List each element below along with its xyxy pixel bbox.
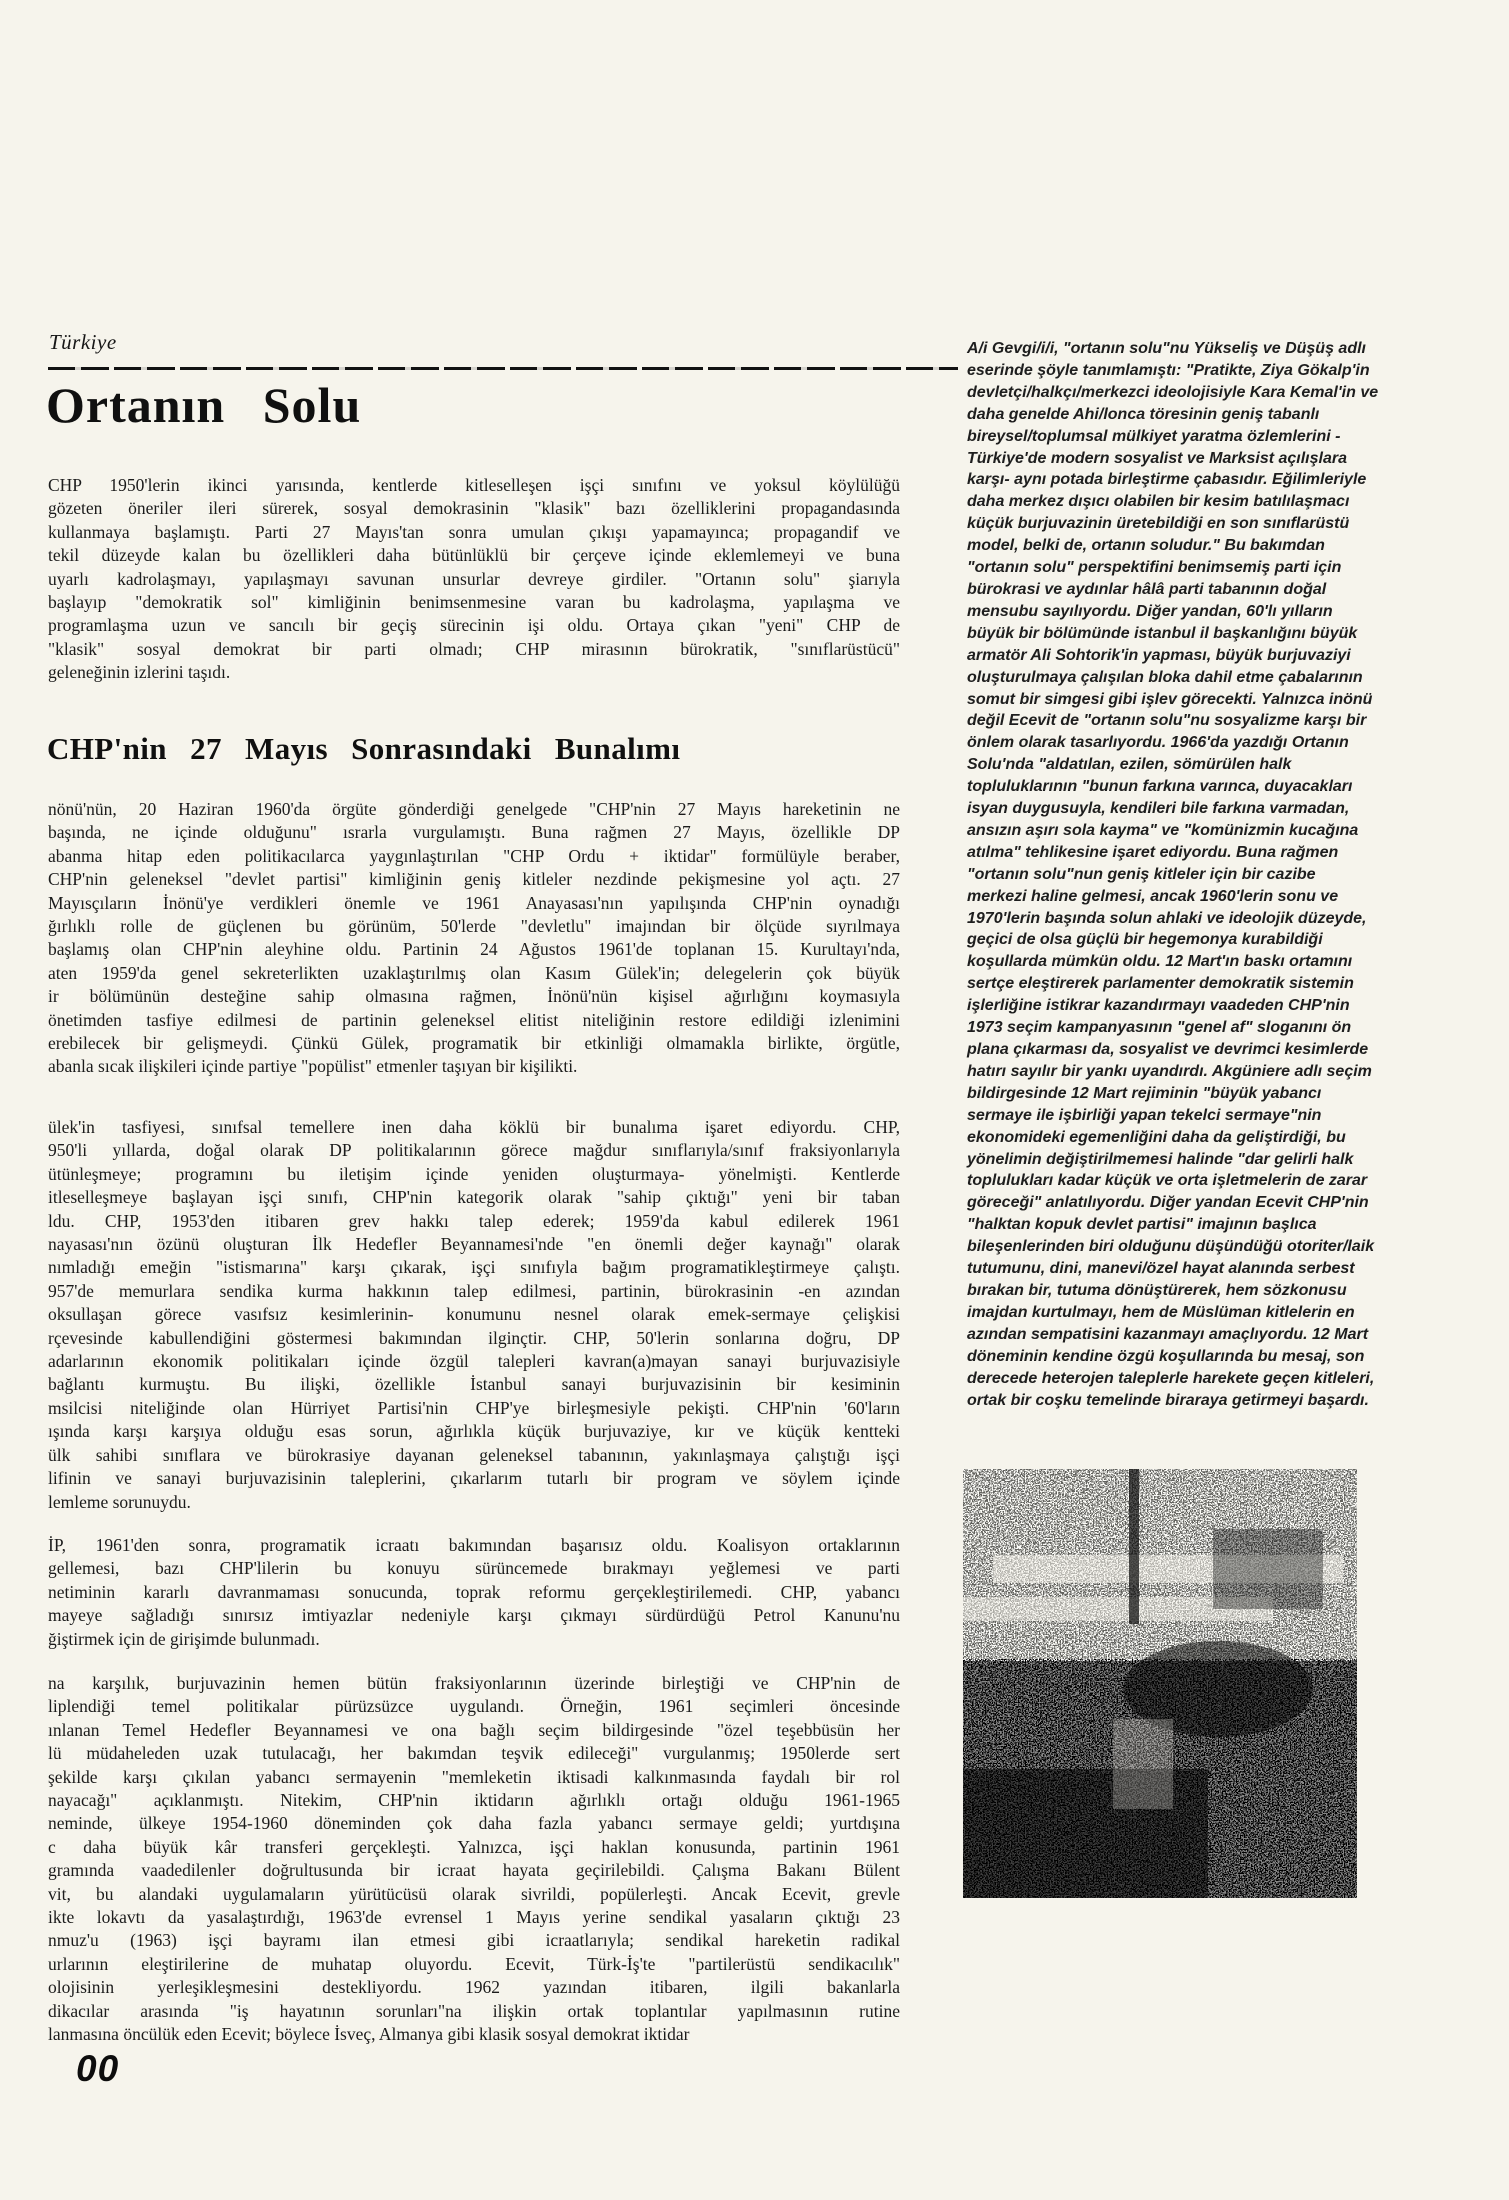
- text-line: ortak bir coşku temelinde biraraya getirmeyi başardı.: [967, 1391, 1369, 1409]
- text-line: gramında vaadedilenler doğrultusunda bir icraat hayata geçirilebildi. Çalışma Bakanı Bülent: [48, 1860, 900, 1881]
- text-line: başında, ne içinde olduğunu" ısrarla vurgulamıştı. Buna rağmen 27 Mayıs, özellikle DP: [48, 822, 900, 843]
- text-line: daha genelde Ahi/lonca töresinin geniş tabanlı: [967, 405, 1320, 423]
- text-line: lifinin ve sanayi burjuvazisinin taleplerini, çıkarlarım tutarlı bir program ve söylem içinde: [48, 1468, 900, 1489]
- text-line: neminde, ülkeye 1954-1960 döneminden çok daha fazla yabancı sermaye geldi; yurtdışına: [48, 1813, 900, 1834]
- text-line: merkezi haline gelmesi, ancak 1960'lerin sonu ve: [967, 887, 1339, 905]
- text-line: toplulukları kadar küçük ve orta işletmelerin de zarar: [967, 1172, 1368, 1190]
- text-line: netiminin kararlı davranmaması sonucunda, toprak reformu gerçekleştirilemedi. CHP, yabancı: [48, 1581, 900, 1602]
- text-line: itleselleşmeye başlayan işçi sınıfı, CHP'nin kategorik olarak "sahip çıktığı" yeni bir taban: [48, 1187, 900, 1208]
- text-line: başlayıp "demokratik sol" kimliğinin benimsenmesine varan bu kadrolaşma, yapılaşma ve: [48, 592, 900, 613]
- page-number: 00: [76, 2048, 120, 2089]
- text-line: yönelimin değiştirilmemesi halinde "dar gelirli halk: [967, 1150, 1354, 1168]
- text-line: göreceği" anlatılıyordu. Diğer yandan Ecevit CHP'nin: [967, 1194, 1369, 1212]
- text-line: küçük burjuvazinin üretebildiği en son sınıflarüstü: [967, 515, 1350, 533]
- text-line: 950'li yıllarda, doğal olarak DP politikalarının görece mağdur sınıflarıyla/sınıf fraksiyonlarıyla: [48, 1140, 900, 1161]
- text-line: liplendiği temel politikalar pürüzsüzce uygulandı. Örneğin, 1961 seçimleri öncesinde: [48, 1696, 900, 1717]
- text-line: olojisinin yerleşikleşmesini destekliyordu. 1962 yazından itibaren, ilgili bakanlarla: [48, 1977, 900, 1998]
- text-line: önetimden tasfiye edilmesi de partinin geleneksel elitist niteliğinin restore edildiği izlenimini: [48, 1009, 900, 1030]
- text-line: somut bir simgesi gibi işlev görecekti. Yalnızca inönü: [967, 690, 1373, 708]
- text-line: "ortanın solu" perspektifini benimsemiş parti için: [967, 559, 1342, 577]
- text-line: imajdan kurtulmayı, hem de Müslüman kitlelerin en: [967, 1303, 1355, 1321]
- text-line: geçici de olsa güçlü bir hegemonya kurabildiği: [967, 931, 1323, 949]
- text-line: "klasik" sosyal demokrat bir parti olmadı; CHP mirasının bürokratik, "sınıflarüstücü": [48, 638, 900, 659]
- section-heading: CHP'nin 27 Mayıs Sonrasındaki Bunalımı: [47, 731, 681, 766]
- text-line: abanma hitap eden politikacılarca yaygınlaştırılan "CHP Ordu + iktidar" formülüyle beraber,: [48, 845, 900, 866]
- header-divider: [48, 367, 958, 370]
- text-line: model, belki de, ortanın soludur." Bu bakımdan: [967, 537, 1325, 555]
- text-line: 1970'lerin başında solun ahlaki ve ideolojik düzeyde,: [967, 909, 1367, 927]
- text-line: büyük bir bölümünde istanbul il başkanlığını büyük: [967, 624, 1358, 642]
- text-line: nayasası'nın özünü oluşturan İlk Hedefler Beyannamesi'nde "en önemli değer kaynağı" olarak: [48, 1234, 900, 1255]
- text-line: oluşturulmaya çalışılan bloka dahil etme çabalarının: [967, 668, 1363, 686]
- text-line: lü müdaheleden uzak tutulacağı, her bakımdan teşvik edileceği" vurgulanmış; 1950lerde sert: [48, 1743, 900, 1764]
- text-line: nayacağı" açıklanmıştı. Nitekim, CHP'nin iktidarın ağırlıklı ortağı olduğu 1961-1965: [48, 1790, 900, 1811]
- text-line: na karşılık, burjuvazinin hemen bütün fraksiyonlarının üzerinde birleştiği ve CHP'nin de: [48, 1673, 900, 1693]
- text-line: ldu. CHP, 1953'den itibaren grev hakkı talep ederek; 1959'da kabul edilerek 1961: [48, 1210, 900, 1231]
- text-line: uyarlı kadrolaşmayı, yapılaşmayı savunan unsurlar devreye girdiler. "Ortanın solu" şiarıyla: [48, 568, 900, 589]
- text-line: ülk sahibi sınıflara ve bürokrasiye dayanan geleneksel tabanının, yakınlaşmaya çalıştığı işçi: [48, 1444, 900, 1465]
- text-line: döneminin kendine özgü koşullarında bu mesaj, son: [967, 1347, 1365, 1365]
- text-line: CHP 1950'lerin ikinci yarısında, kentlerde kitleselleşen işçi sınıfını ve yoksul köylülüğü: [48, 475, 900, 495]
- article-paragraph-5: [48, 1672, 900, 2047]
- text-line: gellemesi, bazı CHP'lilerin bu konuyu sürüncemede bırakmayı yeğlemesi ve parti: [48, 1558, 900, 1579]
- article-paragraph-1: [48, 474, 900, 685]
- text-line: bırakan bir, tutuma dönüştürerek, hem sözkonusu: [967, 1281, 1347, 1299]
- text-line: armatör Ali Sohtorik'in yapması, büyük burjuvaziyi: [967, 646, 1351, 664]
- text-line: 957'de memurlara sendika kurma hakkının talep edilmesi, partinin, bürokrasinin -en azından: [48, 1280, 900, 1301]
- text-line: tutumunu, dini, manevi/özel hayat alanında serbest: [967, 1260, 1355, 1278]
- text-line: plana çıkarması da, sosyalist ve devrimci kesimlerde: [967, 1041, 1369, 1058]
- text-line: mensubu sayılıyordu. Diğer yandan, 60'lı yılların: [967, 602, 1333, 620]
- text-line: ınlanan Temel Hedefler Beyannamesi ve ona bağlı seçim bildirgesinde "özel teşebbüsün her: [48, 1719, 900, 1740]
- text-line: ir bölümünün desteğine sahip olmasına rağmen, İnönü'nün kişisel ağırlığını koymasıyla: [48, 986, 900, 1007]
- text-line: abanla sıcak ilişkileri içinde partiye "popülist" etmenler taşıyan bir kişilikti.: [48, 1056, 578, 1077]
- text-line: bireysel/toplumsal mülkiyet yaratma özlemlerini -: [967, 427, 1341, 445]
- text-line: nmuz'u (1963) işçi bayramı ilan etmesi gibi icraatlarıyla; sendikal hareketin radikal: [48, 1930, 900, 1951]
- text-line: atılma" tehlikesine işaret ediyordu. Buna rağmen: [967, 843, 1339, 861]
- text-line: ütünleşmeye; programını bu iletişim içinde yeniden oluşturmaya- yönelmişti. Kentlerde: [48, 1163, 900, 1184]
- text-line: tekil düzeyde kalan bu özellikleri daha bütünlüklü bir çerçeve içinde eklemlemeyi ve buna: [48, 545, 900, 566]
- article-paragraph-4: [48, 1534, 900, 1651]
- text-line: bileşenlerinden biri olduğunu düşündüğü otoriter/laik: [967, 1238, 1375, 1256]
- text-line: sermaye ile işbirliği yapan tekelci sermaye"nin: [967, 1106, 1322, 1124]
- text-line: urlarının eleştirilerine de muhatap oluyordu. Ecevit, Türk-İş'te "partilerüstü sendikacılık": [48, 1953, 900, 1974]
- text-line: vit, bu alandaki uygulamaların yürütücüsü olarak sivrildi, popülerleşti. Ancak Ecevit, grevle: [48, 1883, 900, 1904]
- text-line: 1973 seçim kampanyasının "genel af" sloganını ön: [967, 1019, 1352, 1037]
- text-line: lemleme sorunuydu.: [48, 1491, 191, 1512]
- text-line: A/i Gevgi/i/i, "ortanın solu"nu Yükseliş ve Düşüş adlı: [967, 340, 1366, 357]
- text-line: gözeten öneriler ileri sürerek, sosyal demokrasinin "klasik" bazı özelliklerini propagandasında: [48, 498, 900, 519]
- page-title: Ortanın Solu: [46, 377, 362, 433]
- text-line: Mayısçıların İnönü'ye verdikleri önemle ve 1961 Anayasası'nın yapılışında CHP'nin oynadığı: [48, 892, 900, 913]
- text-line: "halktan kopuk devlet partisi" imajının başlıca: [967, 1216, 1317, 1234]
- text-line: "ortanın solu"nun geniş kitleler için bir cazibe: [967, 865, 1316, 883]
- text-line: msilcisi niteliğinde olan Hürriyet Partisi'nin CHP'ye birleşmesiyle pekişti. CHP'nin '60'ların: [48, 1397, 900, 1418]
- text-line: aten 1959'da genel sekreterlikten uzaklaştırılmış olan Kasım Gülek'in; delegelerin çok büyük: [48, 962, 900, 983]
- text-line: ğiştirmek için de girişimde bulunmadı.: [48, 1628, 320, 1649]
- text-line: ülek'in tasfiyesi, sınıfsal temellere inen daha köklü bir bunalıma işaret ediyordu. CHP,: [48, 1117, 900, 1137]
- text-line: eserinde şöyle tanımlamıştı: "Pratikte, Ziya Gökalp'in: [967, 361, 1370, 379]
- text-line: karşı- aynı potada birleştirme çabasıdır. Eğilimleriyle: [967, 471, 1367, 489]
- text-line: erebilecek bir gelişmeydi. Çünkü Gülek, programatik bir etkinliği olmamakla birlikte, örgütle,: [48, 1033, 900, 1054]
- text-line: adarlarının ekonomik politikaları içinde özgül talepleri kavran(a)mayan sanayi burjuvazisiyle: [48, 1351, 900, 1372]
- text-line: nönü'nün, 20 Haziran 1960'da örgüte gönderdiği genelgede "CHP'nin 27 Mayıs hareketinin ne: [48, 799, 900, 819]
- text-line: derecede heterojen taleplerle harekete geçen kitleleri,: [967, 1369, 1375, 1387]
- text-line: dikacılar arasında "iş hayatının sorunları"na ilişkin ortak toplantılar yapılmasının rutine: [48, 2000, 900, 2021]
- text-line: programlaşma uzun ve sancılı bir geçiş sürecinin işi oldu. Ortaya çıkan "yeni" CHP de: [48, 615, 900, 636]
- text-line: Solu'nda "aldatılan, ezilen, sömürülen halk: [967, 756, 1292, 774]
- text-line: oksullaşan görece vasıfsız kesimlerinin- konumunu nesnel olarak emek-sermaye çelişkisi: [48, 1304, 900, 1325]
- crowd-rally-photo: [963, 1469, 1357, 1898]
- text-line: c daha büyük kâr transferi gerçekleşti. Yalnızca, işçi haklan konusunda, partinin 1961: [48, 1836, 900, 1857]
- text-line: İP, 1961'den sonra, programatik icraatı bakımından başarısız oldu. Koalisyon ortaklarının: [48, 1535, 900, 1555]
- text-line: topluluklarının "bunun farkına varınca, duyacakları: [967, 778, 1353, 796]
- text-line: lanmasına öncülük eden Ecevit; böylece İsveç, Almanya gibi klasik sosyal demokrat iktidar: [48, 2024, 690, 2045]
- text-line: ansızın aşırı sola kayma" ve "komünizmin kucağına: [967, 821, 1359, 839]
- text-line: nımladığı emeğin "istismarına" karşı çıkarak, işçi sınıfıyla bağım programatikleştirmeye çalıştı.: [48, 1257, 900, 1278]
- article-paragraph-2: [48, 798, 900, 1079]
- text-line: azından sempatisini kazanmayı amaçlıyordu. 12 Mart: [967, 1325, 1369, 1343]
- text-line: bürokrasi ve aydınlar hâlâ parti tabanının doğal: [967, 580, 1327, 598]
- text-line: kullanmaya başlamıştı. Parti 27 Mayıs'tan sonra umulan çıkışı yapamayınca; propagandif ve: [48, 521, 900, 542]
- text-line: CHP'nin geleneksel "devlet partisi" kimliğinin geniş kitleler nezdinde pekişmesine yol açtı. 27: [48, 869, 900, 890]
- text-line: bağlantı kurmuştu. Bu ilişki, özellikle İstanbul sanayi burjuvazisinin bir kesiminin: [48, 1374, 900, 1395]
- text-line: ışında karşı karşıya olduğu esas sorun, ağırlıkla küçük burjuvaziye, kır ve küçük kentteki: [48, 1421, 900, 1442]
- text-line: ekonomideki egemenliğini daha da geliştirdiği, bu: [967, 1128, 1346, 1146]
- text-line: şekilde karşı çıkılan yabancı sermayenin "memleketin iktisadi kalkınmasında faydalı bir rol: [48, 1766, 900, 1787]
- text-line: işlerliğine istikrar kazandırmayı vaadeden CHP'nin: [967, 997, 1350, 1015]
- text-line: ikte lokavtı da yasalaştırdığı, 1963'de evrensel 1 Mayıs yerine sendikal yasaların çıktığı 23: [48, 1907, 900, 1928]
- text-line: sertçe eleştirerek parlamenter demokratik sistemin: [967, 975, 1354, 993]
- text-line: önlem olarak tasarlıyordu. 1966'da yazdığı Ortanın: [967, 734, 1349, 752]
- text-line: Türkiye'de modern sosyalist ve Marksist açılışlara: [967, 449, 1347, 467]
- sidebar-note: [967, 338, 1445, 1411]
- text-line: bildirgesinde 12 Mart rejiminin "büyük yabancı: [967, 1084, 1322, 1102]
- text-line: daha merkez dışıcı olabilen bir kesim batılılaşmacı: [967, 493, 1350, 511]
- text-line: isyan duygusuyla, kendileri bile farkına varmadan,: [967, 800, 1350, 818]
- text-line: rçevesinde kabullendiğini göstermesi bakımından ilginçtir. CHP, 50'lerin sonlarına doğru, DP: [48, 1327, 900, 1348]
- text-line: değil Ecevit de "ortanın solu"nu sosyalizme karşı bir: [967, 712, 1367, 730]
- text-line: ğırlıklı rolle de güçlenen bu görünüm, 50'lerde "devletlu" imajından bir ölçüde sıyrılmaya: [48, 916, 900, 937]
- article-paragraph-3: [48, 1116, 900, 1514]
- section-kicker: Türkiye: [49, 330, 117, 354]
- text-line: geleneğinin izlerini taşıdı.: [48, 662, 231, 683]
- text-line: mayeye sağladığı sınırsız imtiyazlar nedeniyle karşı çıkmayı sürdürdüğü Petrol Kanunu'nu: [48, 1605, 900, 1626]
- text-line: koşullarda mümkün oldu. 12 Mart'ın baskı ortamını: [967, 953, 1353, 971]
- text-line: devletçi/halkçı/merkezci ideolojisiyle Kara Kemal'in ve: [967, 383, 1379, 401]
- text-line: başlamış olan CHP'nin aleyhine oldu. Partinin 24 Ağustos 1961'de toplanan 15. Kurultayı'nda,: [48, 939, 900, 960]
- text-line: hatırı sayılır bir yankı uyandırdı. Akgüniere adlı seçim: [967, 1062, 1372, 1080]
